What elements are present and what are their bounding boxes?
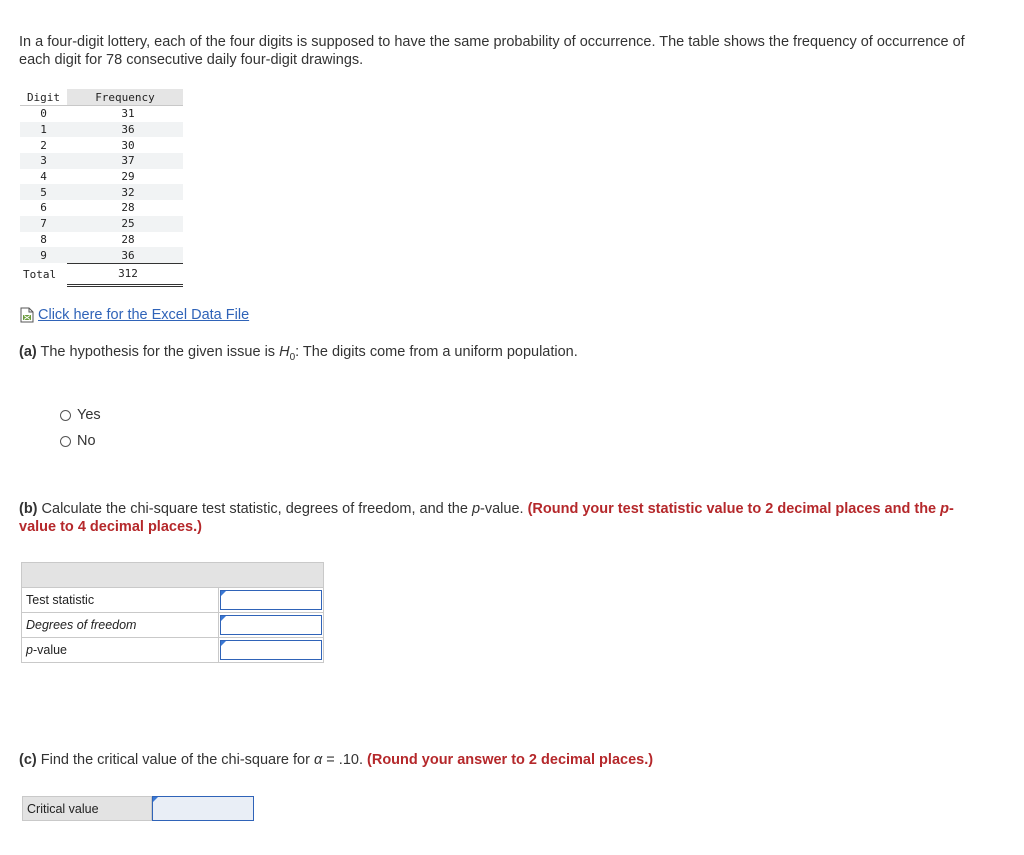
part-c-label: (c) (19, 752, 37, 768)
answer-table-header (22, 563, 324, 588)
total-label: Total (20, 263, 67, 285)
cell-digit: 1 (20, 122, 67, 138)
radio-circle-icon[interactable] (60, 410, 71, 421)
input-test-statistic[interactable] (220, 590, 322, 610)
cell-digit: 4 (40, 170, 47, 184)
radio-circle-icon[interactable] (60, 436, 71, 447)
table-row (20, 232, 183, 248)
label-degrees-of-freedom: Degrees of freedom (22, 613, 219, 638)
h-subscript: 0 (289, 351, 296, 363)
table-row (20, 106, 183, 122)
cell-frequency: 28 (121, 232, 135, 246)
p-italic: p (471, 501, 481, 517)
header-frequency: Frequency (67, 89, 183, 106)
table-row (20, 137, 183, 153)
header-digit: Digit (20, 89, 67, 106)
input-degrees-of-freedom[interactable] (220, 615, 322, 635)
total-value: 312 (67, 263, 183, 285)
table-row (20, 216, 183, 232)
excel-link-text[interactable]: Click here for the Excel Data File (38, 307, 250, 323)
question-c (19, 752, 653, 768)
answer-table (21, 562, 324, 663)
h-symbol: H (279, 344, 290, 360)
option-no[interactable] (60, 428, 101, 454)
table-row (20, 200, 183, 216)
table-row (20, 247, 183, 263)
cell-digit: 7 (20, 216, 67, 232)
cell-digit: 3 (20, 153, 67, 169)
cell-digit: 9 (20, 247, 67, 263)
cell-frequency: 25 (67, 216, 183, 232)
part-b-label: (b) (19, 501, 38, 517)
part-b-text-1: Calculate the chi-square test statistic, degrees of freedom, and the (41, 501, 472, 517)
row-p-value (22, 638, 324, 663)
p-value-p: p (26, 643, 33, 657)
table-row (20, 153, 183, 169)
part-a-text-after: : The digits come from a uniform population. (295, 344, 578, 360)
hypothesis-radio-group (60, 402, 101, 454)
table-row (20, 184, 183, 200)
part-b-text-2: -value. (480, 501, 528, 517)
critical-value-label: Critical value (22, 796, 152, 821)
part-b-red-1: (Round your test statistic value to 2 decimal places and the (527, 501, 941, 517)
cell-frequency: 31 (121, 107, 135, 121)
option-label: No (77, 433, 96, 449)
problem-intro: In a four-digit lottery, each of the four digits is supposed to have the same probability of occurrence. The table shows the frequency of occurrence of each digit for 78 consecutive daily four-digit drawings. (19, 34, 965, 68)
label-test-statistic: Test statistic (22, 588, 219, 613)
frequency-table (20, 89, 183, 287)
question-a (19, 344, 578, 363)
excel-data-link[interactable] (19, 307, 249, 323)
table-total-row (20, 263, 183, 285)
cell-digit: 0 (40, 107, 47, 121)
cell-frequency: 29 (121, 170, 135, 184)
table-row (20, 169, 183, 185)
cell-frequency: 28 (121, 201, 135, 215)
question-b (19, 500, 989, 536)
cell-frequency: 36 (67, 122, 183, 138)
part-b-red-2: -value to 4 decimal places.) (19, 501, 954, 535)
cell-frequency: 30 (121, 138, 135, 152)
cell-digit: 8 (40, 232, 47, 246)
input-critical-value[interactable] (152, 796, 254, 821)
part-c-text-2: = .10. (322, 752, 368, 768)
alpha-symbol: α (313, 752, 323, 768)
p-value-rest: -value (32, 643, 67, 657)
cell-digit: 5 (20, 184, 67, 200)
excel-file-icon (19, 307, 35, 323)
input-p-value[interactable] (220, 640, 322, 660)
part-c-text-1: Find the critical value of the chi-square for (40, 752, 314, 768)
label-p-value (22, 638, 219, 663)
cell-frequency: 37 (67, 153, 183, 169)
part-b-red-p: p (940, 501, 950, 517)
part-a-text-before: The hypothesis for the given issue is (40, 344, 280, 360)
row-test-statistic (22, 588, 324, 613)
critical-value-row (22, 796, 254, 821)
part-c-instructions: (Round your answer to 2 decimal places.) (367, 752, 654, 768)
option-label: Yes (77, 407, 101, 423)
part-a-label: (a) (19, 344, 37, 360)
table-row (20, 122, 183, 138)
cell-frequency: 32 (67, 184, 183, 200)
row-degrees-of-freedom (22, 613, 324, 638)
cell-frequency: 36 (67, 247, 183, 263)
cell-digit: 6 (40, 201, 47, 215)
cell-digit: 2 (40, 138, 47, 152)
option-yes[interactable] (60, 402, 101, 428)
